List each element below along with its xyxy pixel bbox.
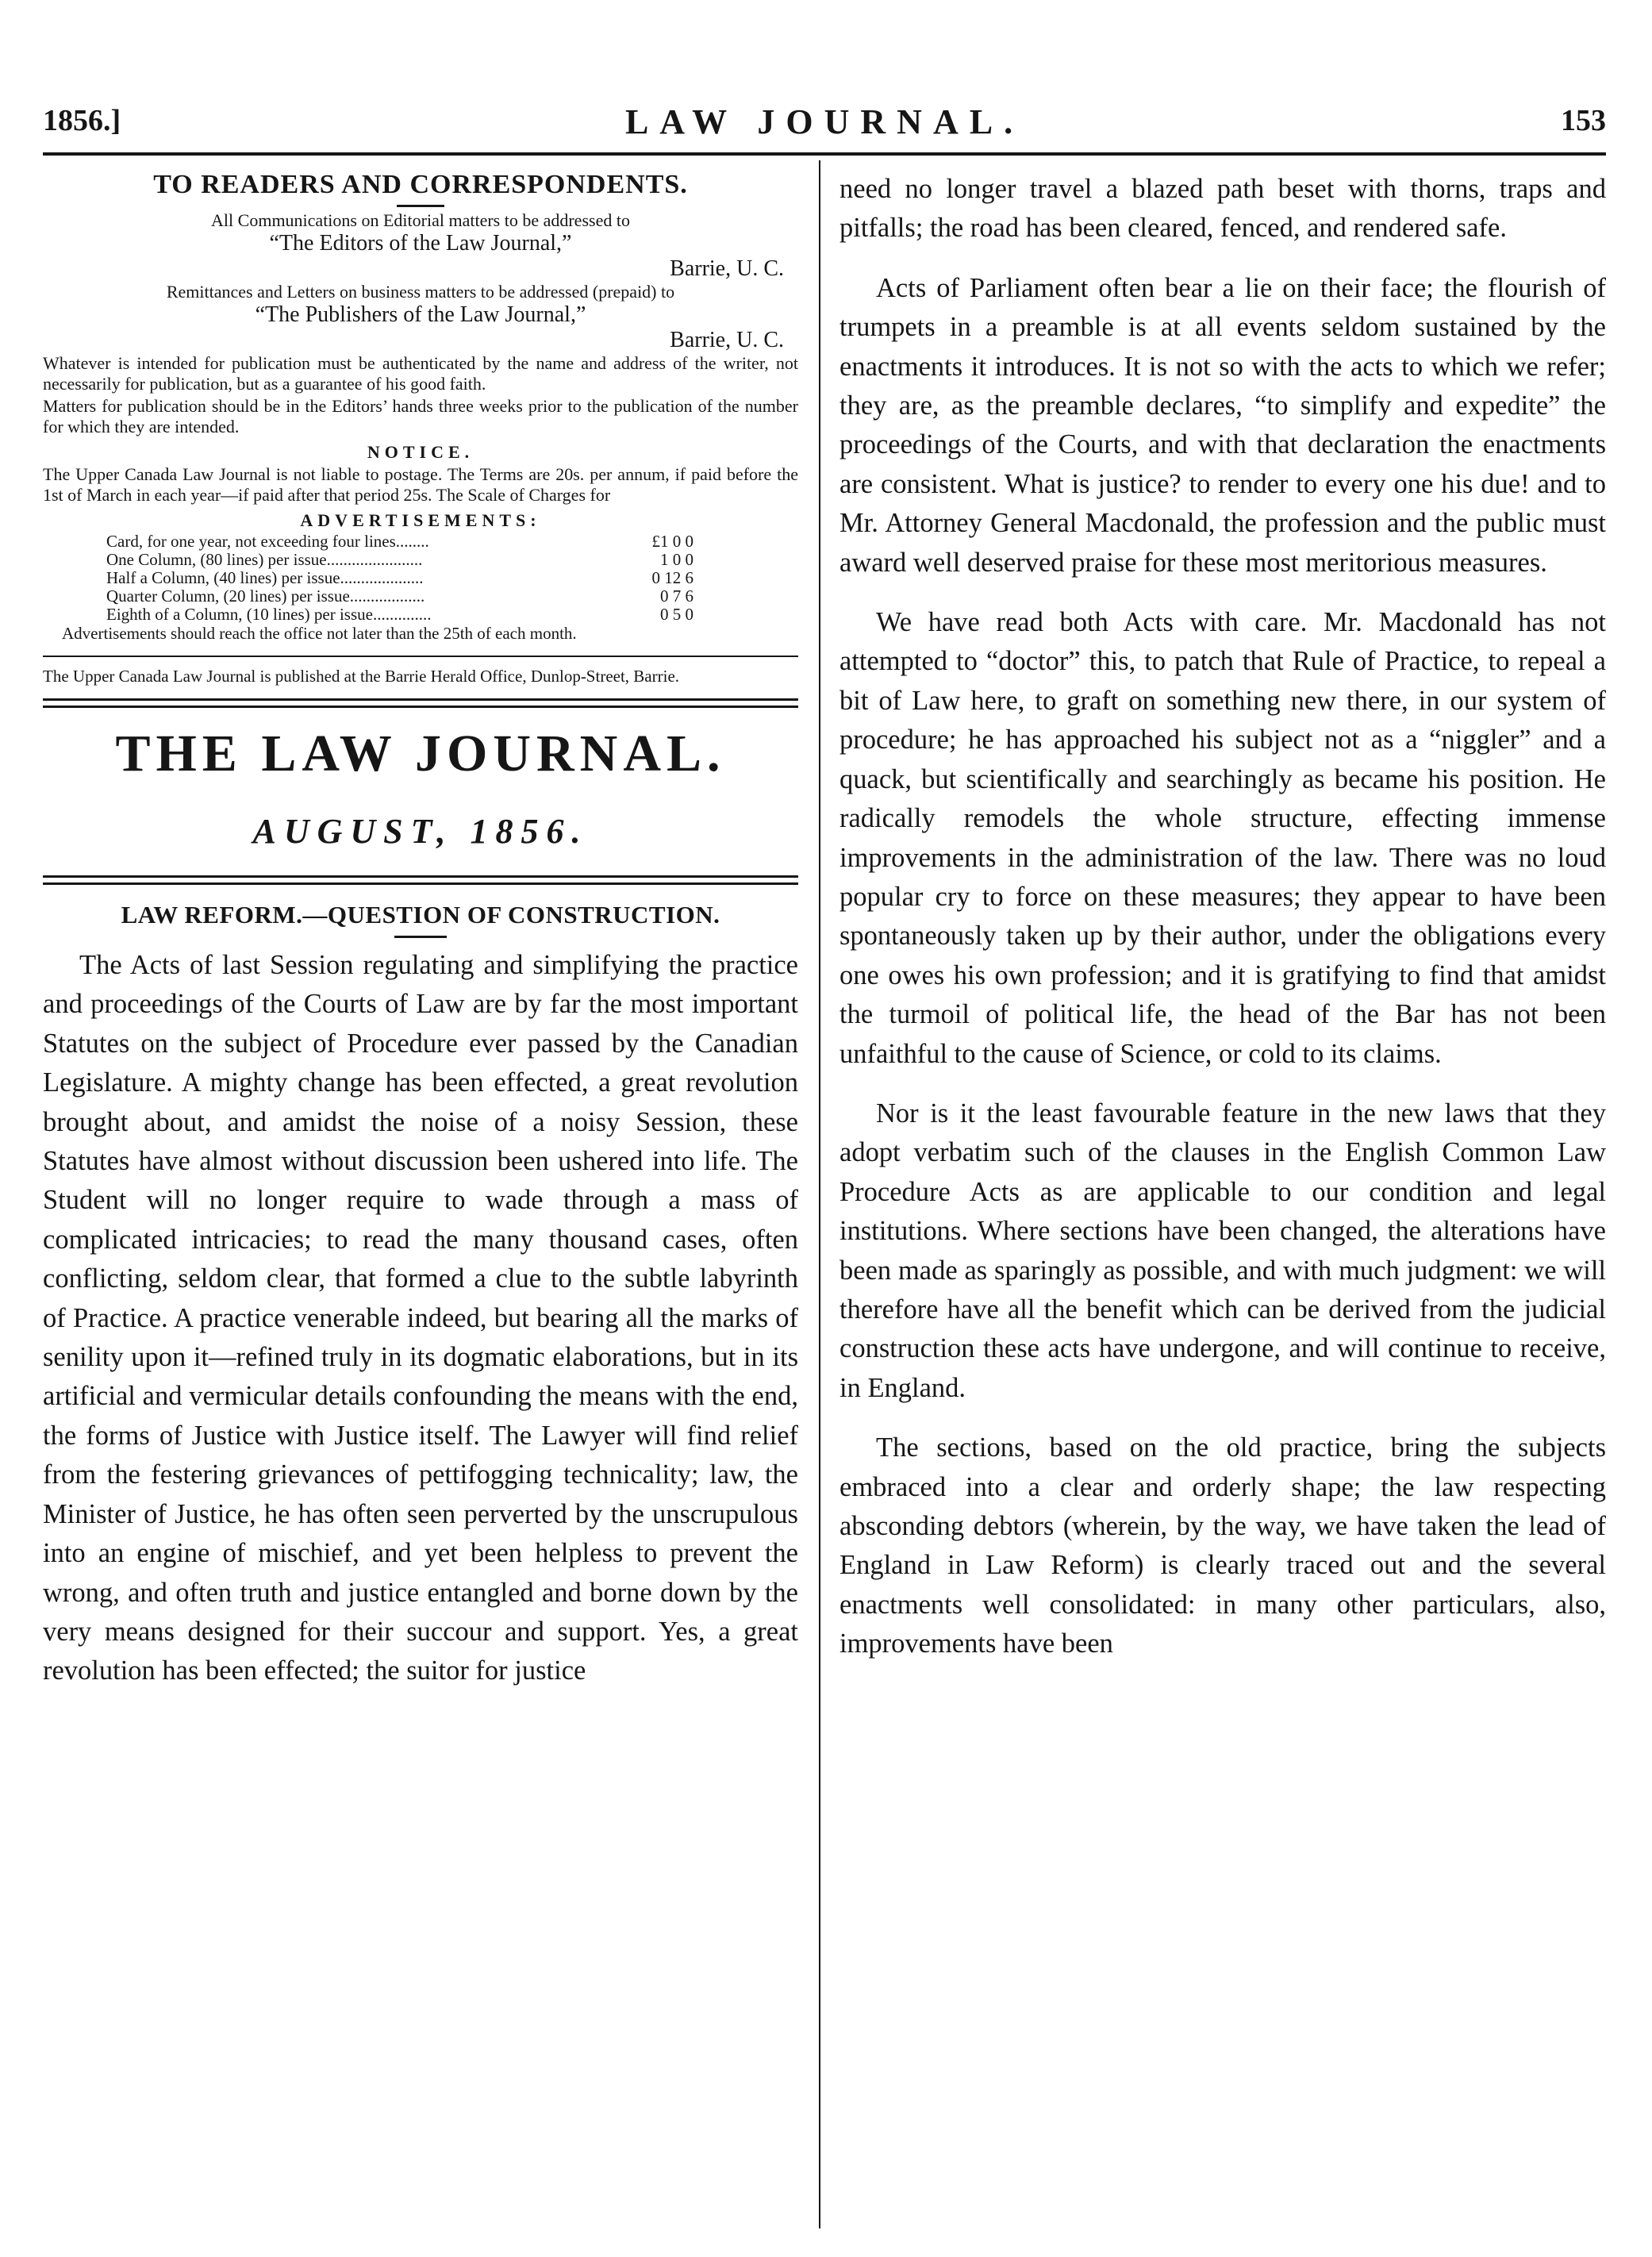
notice-bottom-rule <box>43 656 798 657</box>
ad-rate-label: Quarter Column, (20 lines) per issue.................. <box>106 587 425 606</box>
left-column <box>43 170 798 1691</box>
journal-page <box>43 94 1606 2236</box>
article-title-rule <box>394 936 447 938</box>
ad-rate-row <box>106 587 757 606</box>
ad-rate-label: Card, for one year, not exceeding four lines........ <box>106 533 429 551</box>
terms-note: The Upper Canada Law Journal is not liable to postage. The Terms are 20s. per annum, if paid before the 1st of March in each year—if paid after that period 25s. The Scale of Charges for <box>43 464 798 505</box>
header-rule <box>43 152 1606 156</box>
ad-rate-price: 0 7 6 <box>660 586 693 606</box>
ad-rate-price: 1 0 0 <box>660 550 693 569</box>
authentication-note: Whatever is intended for publication must be authenticated by the name and address of the writer, not necessarily for publication, but as a guarantee of his good faith. <box>43 353 798 394</box>
running-header <box>43 94 1606 157</box>
ad-rate-price: 0 12 6 <box>651 568 693 587</box>
article-paragraph-wrapper <box>839 269 1606 583</box>
ad-rate-price: 0 5 0 <box>660 605 693 624</box>
ad-rate-label: Eighth of a Column, (10 lines) per issue.............. <box>106 606 432 624</box>
ad-rate-row <box>106 533 757 551</box>
advertisement-rates <box>106 533 798 624</box>
notice-subheading: NOTICE. <box>367 442 474 462</box>
masthead-top-rule <box>43 698 798 708</box>
article-paragraph-wrapper <box>839 1094 1606 1408</box>
article-paragraph-wrapper <box>839 170 1606 248</box>
article-title: LAW REFORM.—QUESTION OF CONSTRUCTION. <box>121 901 720 929</box>
remittances-line: Remittances and Letters on business matters to be addressed (prepaid) to <box>166 282 675 302</box>
ad-rate-label: Half a Column, (40 lines) per issue.................... <box>106 569 424 587</box>
deadline-note: Matters for publication should be in the Editors’ hands three weeks prior to the publication of the number for which they are intended. <box>43 396 798 436</box>
page-number: 153 <box>1561 104 1606 137</box>
publishers-address: “The Publishers of the Law Journal,” <box>255 302 586 327</box>
notice-heading: TO READERS AND CORRESPONDENTS. <box>153 170 688 199</box>
masthead-bottom-rule <box>43 875 798 885</box>
masthead-title: THE LAW JOURNAL. <box>115 725 726 782</box>
editors-place: Barrie, U. C. <box>670 256 784 281</box>
notice-rule <box>397 205 444 207</box>
notice-paragraphs <box>43 353 798 437</box>
article-paragraph: need no longer travel a blazed path beset with thorns, traps and pitfalls; the road has been cleared, fenced, and rendered safe. <box>839 174 1606 244</box>
ad-rate-label: One Column, (80 lines) per issue....................... <box>106 551 423 569</box>
communications-line: All Communications on Editorial matters to be addressed to <box>211 210 630 230</box>
article-paragraph: We have read both Acts with care. Mr. Macdonald has not attempted to “doctor” this, to patch that Rule of Practice, to repeal a bit of Law here, to graft on something new there, in our system of procedure; he has approached his subject not as a “niggler” and a quack, but scientifically and searchingly as became his position. He radically remodels the whole structure, effecting immense improvements in the administration of the law. There was no loud popular cry to force on these measures; they appear to have been spontaneously taken up by their author, under the obligations every one owes his own profession; and it is gratifying to find that amidst the turmoil of political life, the head of the Bar has not been unfaithful to the cause of Science, or cold to its claims. <box>839 607 1606 1069</box>
article-paragraph: Nor is it the least favourable feature in the new laws that they adopt verbatim such of the clauses in the English Common Law Procedure Acts as are applicable to our condition and legal institutions. Where sections have been changed, the alterations have been made as sparingly as possible, and with much judgment: we will therefore have all the benefit which can be derived from the judicial construction these acts have undergone, and will continue to receive, in England. <box>839 1098 1606 1403</box>
ad-rate-row <box>106 606 757 624</box>
article-paragraph: Acts of Parliament often bear a lie on their face; the flourish of trumpets in a preamble is at all events seldom sustained by the enactments it introduces. It is not so with the acts to which we refer; they are, as the preamble declares, “to simplify and expedite” the proceedings of the Courts, and with that declaration the enactments are consistent. What is justice? to render to every one his due! and to Mr. Attorney General Macdonald, the profession and the public must award well deserved praise for these most meritorious measures. <box>839 272 1606 578</box>
article-paragraph-wrapper <box>839 1428 1606 1663</box>
article-paragraph: The Acts of last Session regulating and simplifying the practice and proceedings of the Courts of Law are by far the most important Statutes on the subject of Procedure ever passed by the Canadian Legislature. A mighty change has been effected, a great revolution brought about, and amidst the noise of a noisy Session, these Statutes have almost without discussion been ushered into life. The Student will no longer require to wade through a mass of complicated intricacies; to read the many thousand cases, often conflicting, seldom clear, that formed a clue to the subtle labyrinth of Practice. A practice venerable indeed, but bearing all the marks of senility upon it—refined truly in its dogmatic elaborations, but in its artificial and vermicular details confounding the means with the end, the forms of Justice with Justice itself. The Lawyer will find relief from the festering grievances of pettifogging technicality; law, the Minister of Justice, he has often seen perverted by the unscrupulous into an engine of mischief, and yet been helpless to prevent the wrong, and often truth and justice entangled and borne down by the very means designed for their succour and support. Yes, a great revolution has been effected; the suitor for justice <box>43 950 798 1686</box>
article-paragraph-wrapper <box>839 603 1606 1074</box>
ad-rate-price: £1 0 0 <box>651 532 693 551</box>
advertisements-heading: ADVERTISEMENTS: <box>300 510 541 530</box>
editors-address: “The Editors of the Law Journal,” <box>269 231 572 256</box>
header-year: 1856.] <box>43 104 121 137</box>
issue-date: AUGUST, 1856. <box>252 812 589 851</box>
column-divider <box>819 160 820 2228</box>
ad-rate-row <box>106 569 757 587</box>
publishers-place: Barrie, U. C. <box>670 328 784 352</box>
right-column <box>839 170 1606 1685</box>
publisher-line: The Upper Canada Law Journal is published at the Barrie Herald Office, Dunlop-Street, Barrie. <box>43 667 680 686</box>
ads-deadline: Advertisements should reach the office not later than the 25th of each month. <box>62 624 577 643</box>
header-title: LAW JOURNAL. <box>624 102 1024 141</box>
notice-box <box>43 170 798 686</box>
ad-rate-row <box>106 551 757 569</box>
article-paragraph: The sections, based on the old practice, bring the subjects embraced into a clear and orderly shape; the law respecting absconding debtors (wherein, by the way, we have taken the lead of England in Law Reform) is clearly traced out and the several enactments well consolidated: in many other particulars, also, improvements have been <box>839 1432 1606 1659</box>
